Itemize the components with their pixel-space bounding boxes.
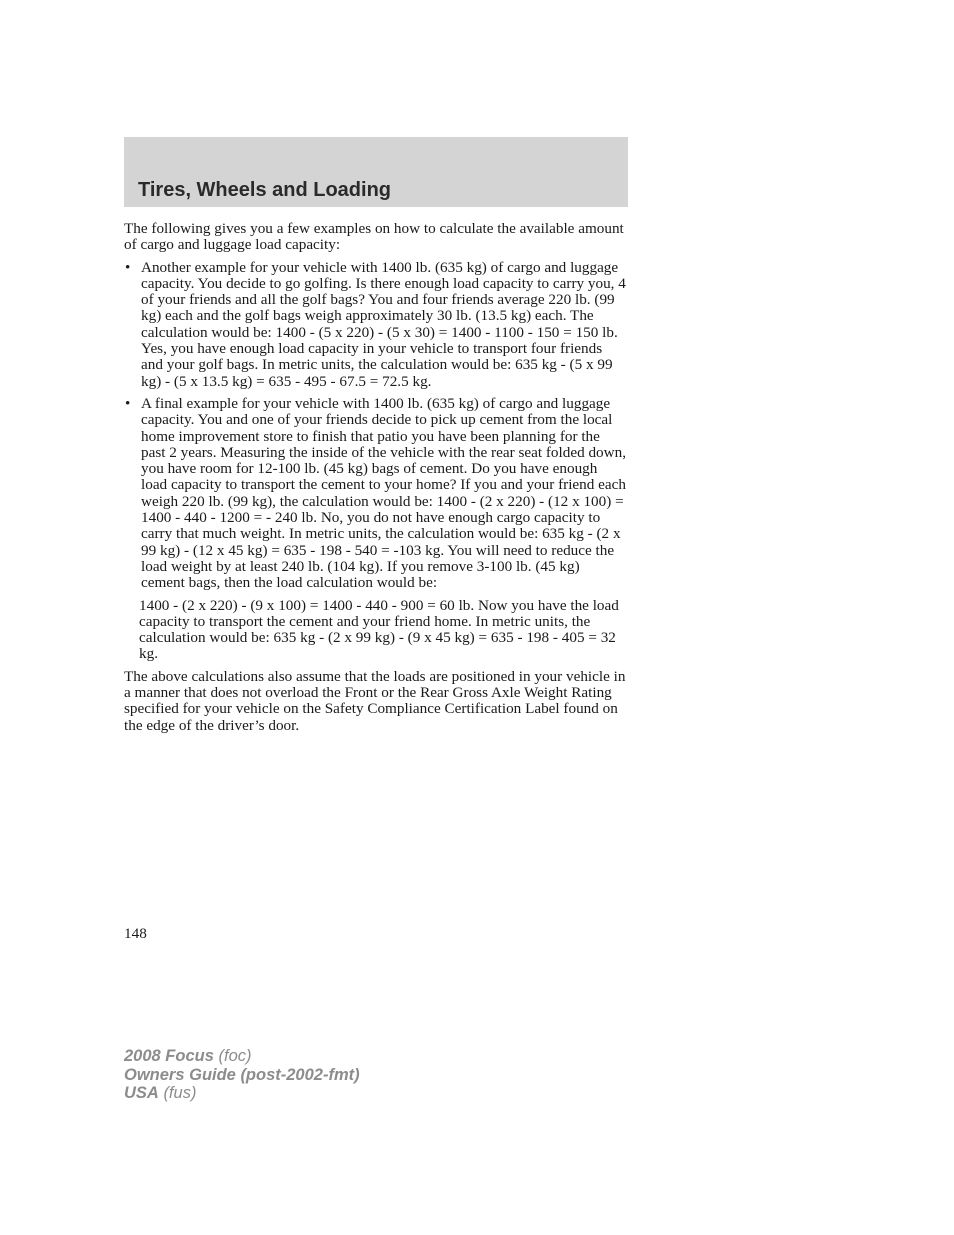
- example-list: [124, 260, 626, 592]
- section-title: Tires, Wheels and Loading: [138, 179, 392, 201]
- list-item-text: A final example for your vehicle with 1400 lb. (635 kg) of cargo and luggage capacity. You and one of your friends decide to pick up cement from the local home improvement store to finish that patio you have been planning for the past 2 years. Measuring the inside of the vehicle with the rear seat folded down, you have room for 12-100 lb. (45 kg) bags of cement. Do you have enough load capacity to transport the cement to your home? If you and your friend each weigh 220 lb. (99 kg), the calculation would be: 1400 - (2 x 220) - (12 x 100) = 1400 - 440 - 1200 = - 240 lb. No, you do not have enough cargo capacity to carry that much weight. In metric units, the calculation would be: 635 kg - (2 x 99 kg) - (12 x 45 kg) = 635 - 198 - 540 = -103 kg. You will need to reduce the load weight by at least 240 lb. (104 kg). If you remove 3-100 lb. (45 kg) cement bags, then the load calculation would be:: [141, 394, 627, 592]
- footer-guide-name: Owners Guide (post-2002-fmt): [124, 1065, 360, 1084]
- bullet-icon: •: [125, 394, 131, 412]
- footer-line-guide: [124, 1066, 360, 1085]
- closing-paragraph: The above calculations also assume that the loads are positioned in your vehicle in a manner that does not overload the Front or the Rear Gross Axle Weight Rating specified for your vehicle on the Safety Compliance Certification Label found on the edge of the driver’s door.: [124, 667, 626, 734]
- section-header-band: [124, 137, 628, 207]
- list-item-text: Another example for your vehicle with 1400 lb. (635 kg) of cargo and luggage capacity. You decide to go golfing. Is there enough load capacity to carry you, 4 of your friends and all the golf bags? You and four friends average 220 lb. (99 kg) each and the golf bags weigh approximately 30 lb. (13.5 kg) each. The calculation would be: 1400 - (5 x 220) - (5 x 30) = 1400 - 1100 - 150 = 150 lb. Yes, you have enough load capacity in your vehicle to transport four friends and your golf bags. In metric units, the calculation would be: 635 kg - (5 x 99 kg) - (5 x 13.5 kg) = 635 - 495 - 67.5 = 72.5 kg.: [141, 258, 626, 390]
- list-item: [124, 396, 626, 592]
- document-footer: [124, 1047, 360, 1103]
- bullet-icon: •: [125, 258, 131, 276]
- footer-model-code: (foc): [218, 1047, 252, 1065]
- continuation-paragraph: 1400 - (2 x 220) - (9 x 100) = 1400 - 440 - 900 = 60 lb. Now you have the load capacity to transport the cement and your friend home. In metric units, the calculation would be: 635 kg - (2 x 99 kg) - (9 x 45 kg) = 635 - 198 - 405 = 32 kg.: [139, 596, 619, 663]
- intro-paragraph: The following gives you a few examples on how to calculate the available amount of cargo and luggage load capacity:: [124, 220, 624, 254]
- footer-market-code: (fus): [163, 1084, 197, 1102]
- footer-model-name: 2008 Focus: [124, 1047, 214, 1065]
- footer-market-name: USA: [124, 1084, 159, 1102]
- footer-line-market: [124, 1084, 360, 1103]
- page-content: [124, 221, 626, 734]
- page-number: 148: [124, 925, 147, 942]
- list-item: [124, 260, 626, 390]
- footer-line-model: [124, 1047, 360, 1066]
